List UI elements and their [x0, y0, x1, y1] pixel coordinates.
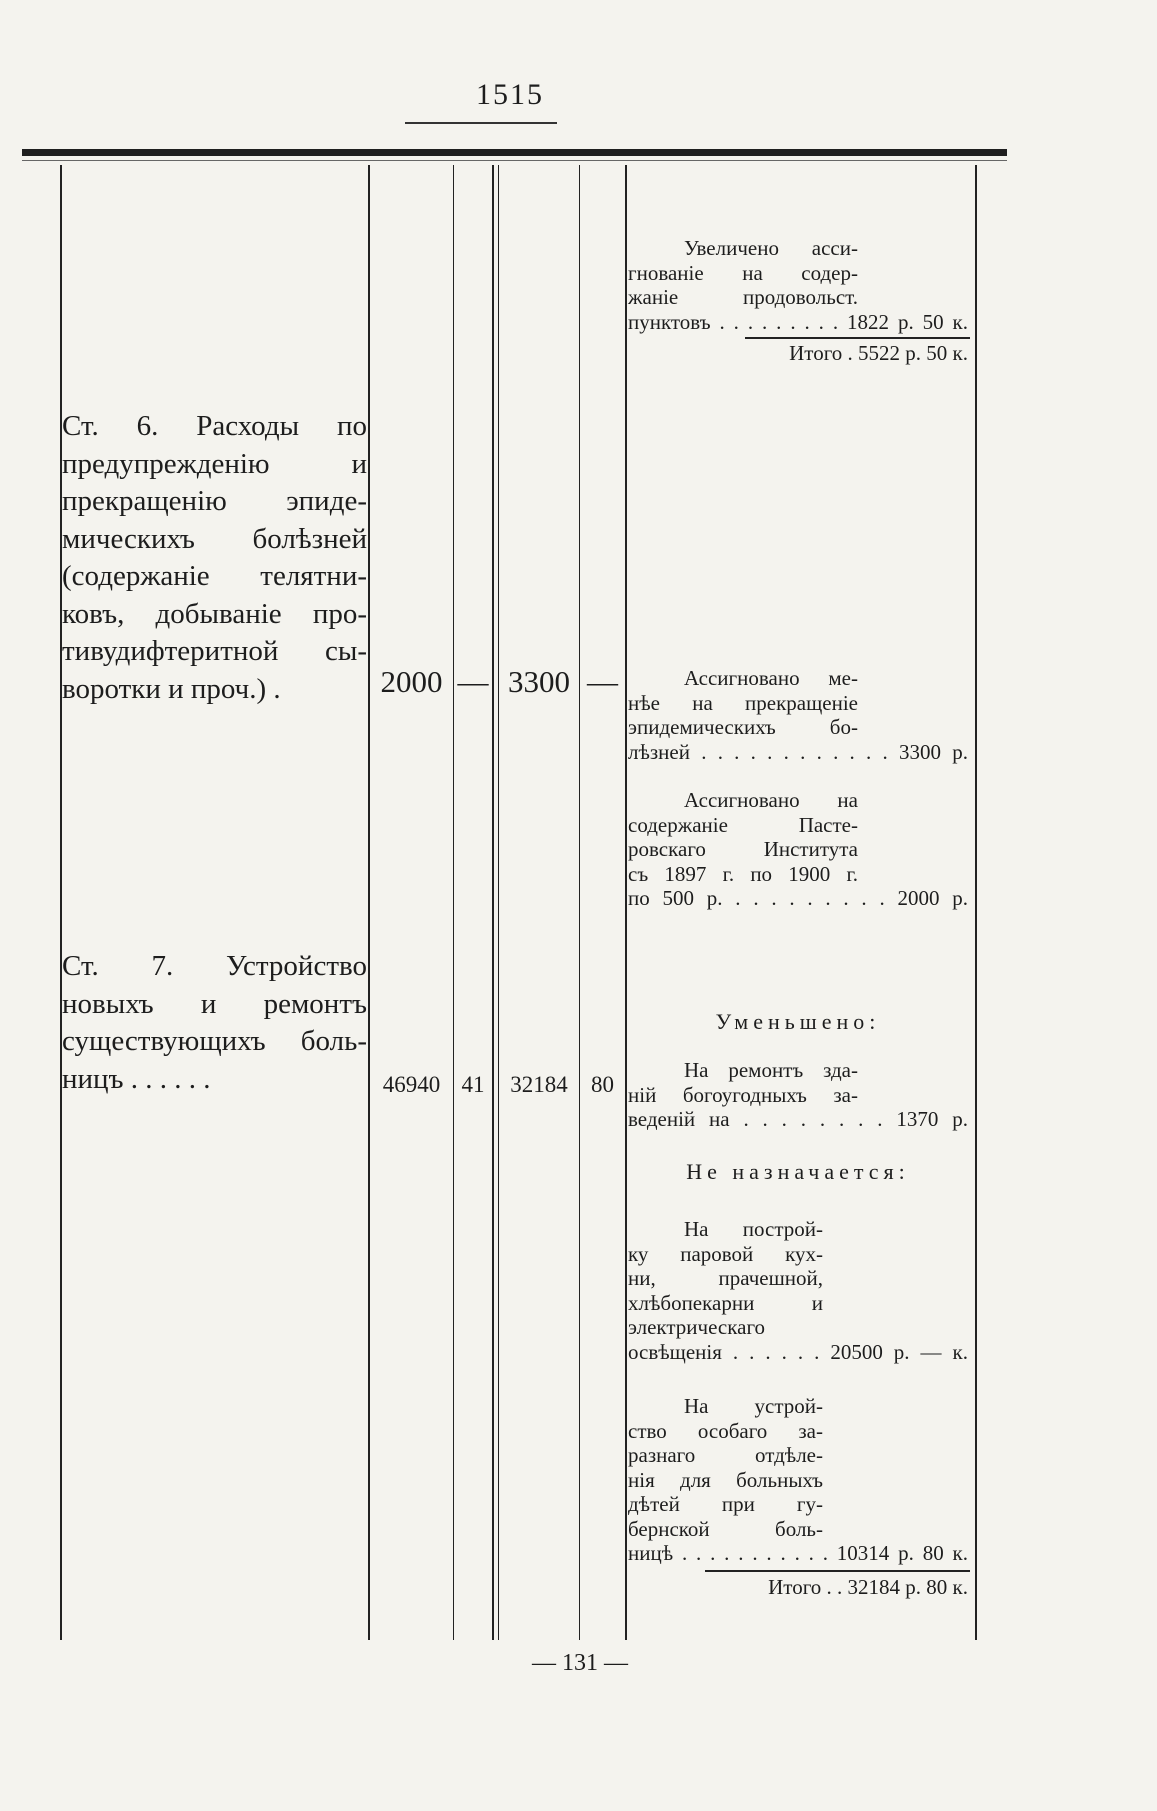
page-footer: — 131 —: [532, 1650, 628, 1676]
note-decreased: [628, 1058, 968, 1132]
note-line: содержаніе Пасте-: [628, 812, 858, 837]
column-line-col2-end: [625, 165, 627, 1640]
row-st6-col2-sub: —: [587, 664, 618, 699]
note-line: ницѣ . . . . . . . . . . . 10314 р. 80 к.: [628, 1541, 968, 1565]
note-line: Увеличено асси-: [684, 236, 858, 260]
note-line: нія для больныхъ: [628, 1467, 823, 1492]
decreased-heading: Уменьшено:: [715, 1009, 881, 1034]
note-line: дѣтей при гу-: [628, 1492, 823, 1516]
increase-total: Итого . 5522 р. 50 к.: [789, 341, 968, 365]
row-description-st6: [62, 408, 367, 708]
note-kitchen: [628, 1217, 968, 1364]
increase-total-rule: [745, 337, 970, 339]
column-line-right: [975, 165, 977, 1640]
note-line: бернской боль-: [628, 1516, 823, 1541]
note-line: На построй-: [684, 1217, 823, 1241]
description-line: ковъ, добываніе про-: [62, 597, 367, 630]
note-line: Ассигновано ме-: [684, 666, 858, 690]
description-line: (содержаніе телятни-: [62, 560, 367, 592]
note-line: по 500 р. . . . . . . . . . 2000 р.: [628, 886, 968, 910]
row-st6-col2-main: 3300: [508, 664, 570, 699]
column-line-col1-sub: [453, 165, 454, 1640]
note-line: нѣе на прекращеніе: [628, 690, 858, 715]
column-line-desc: [368, 165, 370, 1640]
table-top-rule: [22, 149, 1007, 156]
note-line: Ассигновано на: [684, 788, 858, 812]
description-line: тивудифтеритной сы-: [62, 635, 367, 667]
row-st7-col2-sub: 80: [591, 1072, 614, 1097]
note-line: жаніе продовольст.: [628, 285, 858, 309]
description-line: Ст. 6. Расходы по: [62, 410, 367, 442]
note-line: лѣзней . . . . . . . . . . . . 3300 р.: [628, 739, 968, 764]
not-assigned-heading: Не назначается:: [686, 1159, 910, 1184]
note-line: ку паровой кух-: [628, 1241, 823, 1266]
description-line: Ст. 7. Устройство: [62, 950, 367, 982]
column-line-col2-sub: [579, 165, 580, 1640]
note-line: На ремонтъ зда-: [684, 1058, 858, 1082]
column-line-col1-end-b: [498, 165, 499, 1640]
note-line: ни, прачешной,: [628, 1266, 823, 1290]
row-st7-col1-main: 46940: [382, 1072, 441, 1097]
column-line-col1-end-a: [492, 165, 494, 1640]
note-line: освѣщенія . . . . . . 20500 р. — к.: [628, 1339, 968, 1364]
note-line: веденій на . . . . . . . . 1370 р.: [628, 1107, 968, 1131]
note-line: ровскаго Института: [628, 837, 858, 861]
row-description-st7: [62, 948, 367, 1098]
description-line: существующихъ боль-: [62, 1025, 367, 1057]
note-line: ній богоугодныхъ за-: [628, 1082, 858, 1107]
note-line: эпидемическихъ бо-: [628, 715, 858, 739]
row-st7-col1-sub: 41: [461, 1072, 485, 1097]
table-top-thin-rule: [22, 160, 1007, 161]
row-st7-col2-main: 32184: [510, 1072, 568, 1097]
note-epidemic: [628, 666, 968, 764]
note-line: гнованіе на содер-: [628, 260, 858, 285]
description-line: новыхъ и ремонтъ: [62, 987, 367, 1020]
note-line: разнаго отдѣле-: [628, 1443, 823, 1467]
description-line: воротки и проч.) .: [62, 672, 281, 705]
description-line: прекращенію эпиде-: [62, 485, 367, 517]
row-st6-col1-sub: —: [457, 664, 489, 699]
note-line: электрическаго: [628, 1315, 766, 1339]
note-line: съ 1897 г. по 1900 г.: [628, 861, 858, 886]
description-line: мическихъ болѣзней: [62, 522, 367, 555]
note-children: [628, 1394, 968, 1566]
row-st6-col1-main: 2000: [380, 664, 443, 699]
page-number-rule: [405, 122, 557, 124]
description-line: ницъ . . . . . .: [62, 1062, 211, 1095]
column-line-left: [60, 165, 62, 1640]
children-total-rule: [705, 1570, 970, 1572]
note-line: На устрой-: [684, 1394, 823, 1418]
note-line: ство особаго за-: [628, 1418, 823, 1443]
note-increase: [628, 236, 968, 334]
children-total: Итого . . 32184 р. 80 к.: [768, 1575, 968, 1599]
note-line: пунктовъ . . . . . . . . . 1822 р. 50 к.: [628, 309, 968, 334]
note-pasteur: [628, 788, 968, 911]
page-number: 1515: [476, 78, 544, 111]
note-line: хлѣбопекарни и: [628, 1290, 823, 1315]
description-line: предупрежденію и: [62, 447, 367, 480]
